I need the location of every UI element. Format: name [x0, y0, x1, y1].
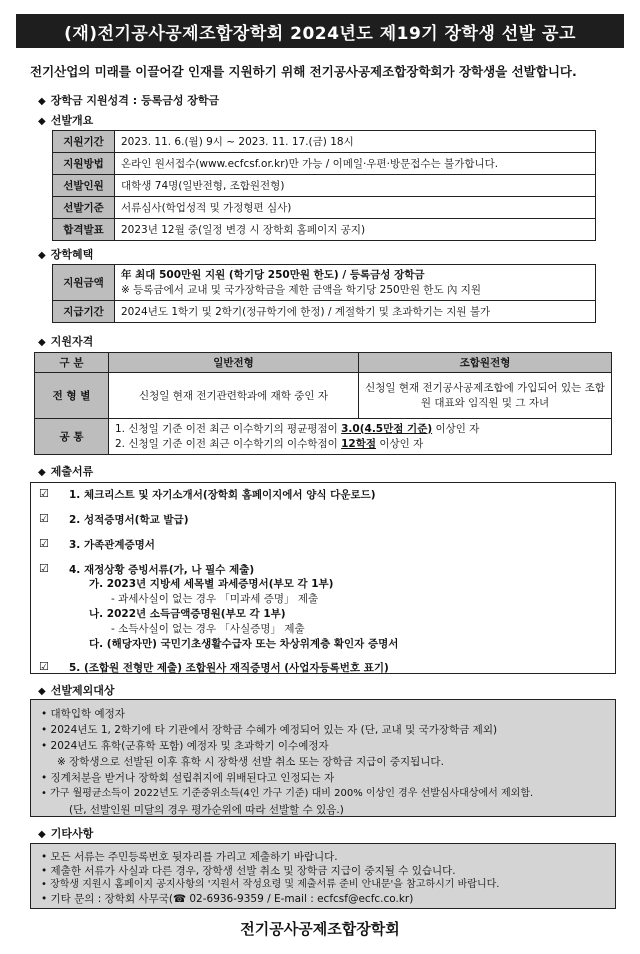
table-row	[53, 219, 596, 241]
exclusion-box	[30, 699, 616, 817]
benefit-amount-line1: 年 최대 500만원 지원 (학기당 250만원 한도) / 등록금성 장학금	[121, 268, 425, 281]
section-nature-label: 장학금 지원성격 : 등록금성 장학금	[50, 94, 220, 107]
section-etc	[38, 825, 93, 841]
common-criteria-2: 2. 신청일 기준 이전 최근 이수학기의 이수학점이 12학점 이상인 자	[115, 437, 424, 450]
documents-box	[30, 482, 616, 674]
row-label: 전 형 별	[35, 373, 109, 419]
section-benefit-label: 장학혜택	[50, 248, 94, 261]
table-row	[53, 301, 596, 323]
row-label: 지급기간	[53, 301, 115, 323]
list-item: • 장학생 지원시 홈페이지 공지사항의 '지원서 작성요령 및 제출서류 준비 안내문'을 참고하시기 바랍니다.	[41, 879, 500, 890]
column-header: 일반전형	[109, 353, 359, 373]
section-qualification	[38, 333, 93, 349]
list-item: • 대학입학 예정자	[41, 708, 125, 720]
sub-item: 나. 2022년 소득금액증명원(부모 각 1부)	[89, 608, 286, 620]
table-row	[53, 175, 596, 197]
qualification-table	[34, 352, 612, 455]
list-item: ☑ 3. 가족관계증명서	[39, 537, 155, 551]
section-documents-label: 제출서류	[50, 465, 94, 478]
section-exclusion	[38, 682, 114, 698]
row-value	[115, 265, 596, 301]
sub-item-note: - 소득사실이 없는 경우 「사실증명」 제출	[111, 623, 305, 635]
intro-text: 전기산업의 미래를 이끌어갈 인재를 지원하기 위해 전기공사공제조합장학회가 장학생을 선발합니다.	[30, 64, 577, 79]
list-item: ☑ 1. 체크리스트 및 자기소개서(장학회 홈페이지에서 양식 다운로드)	[39, 487, 376, 501]
list-item: • 제출한 서류가 사실과 다른 경우, 장학생 선발 취소 및 장학금 지급이 중지될 수 있습니다.	[41, 865, 456, 877]
row-value: 온라인 원서접수(www.ecfcsf.or.kr)만 가능 / 이메일·우편·방문접수는 불가합니다.	[115, 153, 596, 175]
common-criteria	[109, 419, 612, 455]
section-overview	[38, 112, 93, 128]
organization-footer: 전기공사공제조합장학회	[240, 920, 400, 938]
diamond-bullet-icon: ◆	[38, 829, 46, 840]
row-label: 합격발표	[53, 219, 115, 241]
section-exclusion-label: 선발제외대상	[50, 684, 115, 697]
list-item-note: (단, 선발인원 미달의 경우 평가순위에 따라 선발할 수 있음.)	[69, 804, 344, 816]
checkbox-icon: ☑	[39, 512, 49, 525]
row-value: 2023. 11. 6.(월) 9시 ~ 2023. 11. 17.(금) 18시	[115, 131, 596, 153]
list-item-note: ※ 장학생으로 선발된 이후 휴학 시 장학생 선발 취소 또는 장학금 지급이 중지됩니다.	[57, 756, 444, 768]
column-header: 조합원전형	[359, 353, 612, 373]
notice-title-banner: (재)전기공사공제조합장학회 2024년도 제19기 장학생 선발 공고	[16, 14, 624, 48]
diamond-bullet-icon: ◆	[38, 337, 46, 348]
column-header: 구 분	[35, 353, 109, 373]
row-value: 대학생 74명(일반전형, 조합원전형)	[115, 175, 596, 197]
benefit-amount-line2: ※ 등록금에서 교내 및 국가장학금을 제한 금액을 학기당 250만원 한도 內 지원	[121, 283, 482, 296]
checkbox-icon: ☑	[39, 660, 49, 673]
row-label: 선발인원	[53, 175, 115, 197]
section-qualification-label: 지원자격	[50, 335, 94, 348]
row-label: 공 통	[35, 419, 109, 455]
section-etc-label: 기타사항	[50, 827, 94, 840]
benefit-table	[52, 264, 596, 323]
etc-box	[30, 843, 616, 909]
checkbox-icon: ☑	[39, 487, 49, 500]
checkbox-icon: ☑	[39, 537, 49, 550]
sub-item: 가. 2023년 지방세 세목별 과세증명서(부모 각 1부)	[89, 578, 334, 590]
list-item: • 2024년도 1, 2학기에 타 기관에서 장학금 수혜가 예정되어 있는 자 (단, 교내 및 국가장학금 제외)	[41, 724, 498, 736]
table-header-row	[35, 353, 612, 373]
sub-item: 다. (해당자만) 국민기초생활수급자 또는 차상위계층 확인자 증명서	[89, 638, 399, 650]
row-label: 지원방법	[53, 153, 115, 175]
diamond-bullet-icon: ◆	[38, 116, 46, 127]
row-value: 2024년도 1학기 및 2학기(정규학기에 한정) / 계절학기 및 초과학기는 지원 불가	[115, 301, 596, 323]
row-label: 선발기준	[53, 197, 115, 219]
table-row	[53, 131, 596, 153]
list-item: ☑ 4. 재정상황 증빙서류(가, 나 필수 제출)	[39, 562, 255, 576]
row-value: 2023년 12월 중(일정 변경 시 장학회 홈페이지 공지)	[115, 219, 596, 241]
row-value: 서류심사(학업성적 및 가정형편 심사)	[115, 197, 596, 219]
section-nature	[38, 92, 219, 108]
row-label: 지원기간	[53, 131, 115, 153]
diamond-bullet-icon: ◆	[38, 96, 46, 107]
list-item: • 모든 서류는 주민등록번호 뒷자리를 가리고 제출하기 바랍니다.	[41, 851, 338, 863]
table-row	[35, 373, 612, 419]
row-label: 지원금액	[53, 265, 115, 301]
general-criteria: 신청일 현재 전기관련학과에 재학 중인 자	[109, 373, 359, 419]
table-row	[53, 153, 596, 175]
list-item: • 징계처분을 받거나 장학회 설립취지에 위배된다고 인정되는 자	[41, 772, 335, 784]
section-overview-label: 선발개요	[50, 114, 94, 127]
section-documents	[38, 463, 93, 479]
list-item: • 가구 월평균소득이 2022년도 기준중위소득(4인 가구 기준) 대비 200% 이상인 경우 선발심사대상에서 제외함.	[41, 788, 534, 799]
diamond-bullet-icon: ◆	[38, 686, 46, 697]
table-row	[53, 197, 596, 219]
table-row	[53, 265, 596, 301]
list-item: ☑ 2. 성적증명서(학교 발급)	[39, 512, 189, 526]
table-row	[35, 419, 612, 455]
section-benefit	[38, 246, 93, 262]
overview-table	[52, 130, 596, 241]
sub-item-note: - 과세사실이 없는 경우 「미과세 증명」 제출	[111, 593, 319, 605]
list-item: • 기타 문의 : 장학회 사무국(☎ 02-6936-9359 / E-mail : ecfcsf@ecfc.co.kr)	[41, 893, 414, 905]
diamond-bullet-icon: ◆	[38, 467, 46, 478]
common-criteria-1: 1. 신청일 기준 이전 최근 이수학기의 평균평점이 3.0(4.5만점 기준) 이상인 자	[115, 422, 480, 435]
list-item: • 2024년도 휴학(군휴학 포함) 예정자 및 초과학기 이수예정자	[41, 740, 329, 752]
list-item: ☑ 5. (조합원 전형만 제출) 조합원사 재직증명서 (사업자등록번호 표기)	[39, 660, 389, 674]
checkbox-icon: ☑	[39, 562, 49, 575]
member-criteria: 신청일 현재 전기공사공제조합에 가입되어 있는 조합원 대표와 임직원 및 그 자녀	[359, 373, 612, 419]
diamond-bullet-icon: ◆	[38, 250, 46, 261]
